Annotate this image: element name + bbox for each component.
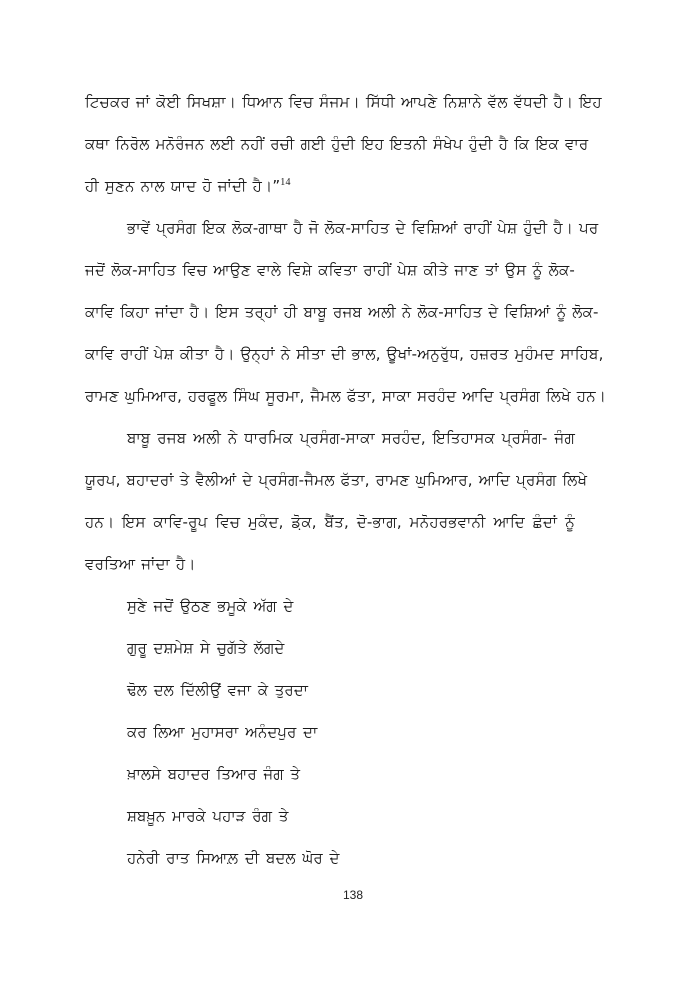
text-line: ਹੀ ਸੁਣਨ ਨਾਲ ਯਾਦ ਹੋ ਜਾਂਦੀ ਹੈ।” xyxy=(85,177,281,195)
poem-verse: ਢੋਲ ਦਲ ਦਿੱਲੀਉਂ ਵਜਾ ਕੇ ਤੁਰਦਾ xyxy=(127,681,308,699)
text-line: ਬਾਬੂ ਰਜਬ ਅਲੀ ਨੇ ਧਾਰਮਿਕ ਪ੍ਰਸੰਗ-ਸਾਕਾ ਸਰਹੰਦ, ਇਤਿਹਾਸਕ ਪ੍ਰਸੰਗ- ਜੰਗ xyxy=(127,429,575,447)
poem-verse: ਸ਼ਬਖ਼ੂਨ ਮਾਰਕੇ ਪਹਾੜ ਰੰਗ ਤੇ xyxy=(127,807,289,825)
poem-verse: ਕਰ ਲਿਆ ਮੁਹਾਸਰਾ ਅਨੰਦਪੁਰ ਦਾ xyxy=(127,723,318,741)
text-line: ਕਾਵਿ ਰਾਹੀਂ ਪੇਸ਼ ਕੀਤਾ ਹੈ। ਉਨ੍ਹਾਂ ਨੇ ਸੀਤਾ ਦੀ ਭਾਲ, ਊਖਾਂ-ਅਨੁਰੁੱਧ, ਹਜ਼ਰਤ ਮੁਹੰਮਦ ਸਾਹਿਬ, xyxy=(85,345,604,363)
text-line: ਜਦੋਂ ਲੋਕ-ਸਾਹਿਤ ਵਿਚ ਆਉਣ ਵਾਲੇ ਵਿਸ਼ੇ ਕਵਿਤਾ ਰਾਹੀਂ ਪੇਸ਼ ਕੀਤੇ ਜਾਣ ਤਾਂ ਉਸ ਨੂੰ ਲੋਕ- xyxy=(85,261,575,279)
text-line: ਟਿਚਕਰ ਜਾਂ ਕੋਈ ਸਿਖਸ਼ਾ। ਧਿਆਨ ਵਿਚ ਸੰਜਮ। ਸਿੱਧੀ ਆਪਣੇ ਨਿਸ਼ਾਨੇ ਵੱਲ ਵੱਧਦੀ ਹੈ। ਇਹ xyxy=(85,93,602,111)
text-line: ਰਾਮਣ ਘੁਮਿਆਰ, ਹਰਫੂਲ ਸਿੰਘ ਸੂਰਮਾ, ਜੈਮਲ ਫੱਤਾ, ਸਾਕਾ ਸਰਹੰਦ ਆਦਿ ਪ੍ਰਸੰਗ ਲਿਖੇ ਹਨ। xyxy=(85,387,607,405)
poem-verse: ਗੁਰੂ ਦਸ਼ਮੇਸ਼ ਸੇ ਚੁਗੱਤੇ ਲੱਗਦੇ xyxy=(127,639,285,657)
text-line-with-footnote xyxy=(85,168,575,210)
text-line: ਕਾਵਿ ਕਿਹਾ ਜਾਂਦਾ ਹੈ। ਇਸ ਤਰ੍ਹਾਂ ਹੀ ਬਾਬੂ ਰਜਬ ਅਲੀ ਨੇ ਲੋਕ-ਸਾਹਿਤ ਦੇ ਵਿਸ਼ਿਆਂ ਨੂੰ ਲੋਕ- xyxy=(85,303,599,321)
poem-verse: ਹਨੇਰੀ ਰਾਤ ਸਿਆਲ਼ ਦੀ ਬਦਲ ਘੋਰ ਦੇ xyxy=(127,849,340,867)
poem-verse: ਖ਼ਾਲਸੇ ਬਹਾਦਰ ਤਿਆਰ ਜੰਗ ਤੇ xyxy=(127,765,301,783)
poem-verse: ਸੁਣੇ ਜਦੋਂ ਉਠਣ ਭਮੂਕੇ ਅੱਗ ਦੇ xyxy=(127,597,294,615)
text-line: ਕਥਾ ਨਿਰੋਲ ਮਨੋਰੰਜਨ ਲਈ ਨਹੀਂ ਰਚੀ ਗਈ ਹੁੰਦੀ ਇਹ ਇਤਨੀ ਸੰਖੇਪ ਹੁੰਦੀ ਹੈ ਕਿ ਇਕ ਵਾਰ xyxy=(85,135,589,153)
text-line: ਹਨ। ਇਸ ਕਾਵਿ-ਰੂਪ ਵਿਚ ਮੁਕੰਦ, ਡ਼ੋਕ, ਬੈਂਤ, ਦੋ-ਭਾਗ, ਮਨੋਹਰਭਵਾਨੀ ਆਦਿ ਛੰਦਾਂ ਨੂੰ xyxy=(85,513,575,531)
page-number: 138 xyxy=(342,888,364,902)
poem-quote xyxy=(127,588,339,882)
text-line: ਵਰਤਿਆ ਜਾਂਦਾ ਹੈ। xyxy=(85,555,196,573)
text-line: ਭਾਵੇਂ ਪ੍ਰਸੰਗ ਇਕ ਲੋਕ-ਗਾਥਾ ਹੈ ਜੋ ਲੋਕ-ਸਾਹਿਤ ਦੇ ਵਿਸ਼ਿਆਂ ਰਾਹੀਂ ਪੇਸ਼ ਹੁੰਦੀ ਹੈ। ਪਰ xyxy=(127,219,599,237)
body-text xyxy=(85,84,607,588)
text-line: ਯੂਰਪ, ਬਹਾਦਰਾਂ ਤੇ ਵੈਲੀਆਂ ਦੇ ਪ੍ਰਸੰਗ-ਜੈਮਲ ਫੱਤਾ, ਰਾਮਣ ਘੁਮਿਆਰ, ਆਦਿ ਪ੍ਰਸੰਗ ਲਿਖੇ xyxy=(85,471,588,489)
footnote-reference: 14 xyxy=(280,177,291,188)
